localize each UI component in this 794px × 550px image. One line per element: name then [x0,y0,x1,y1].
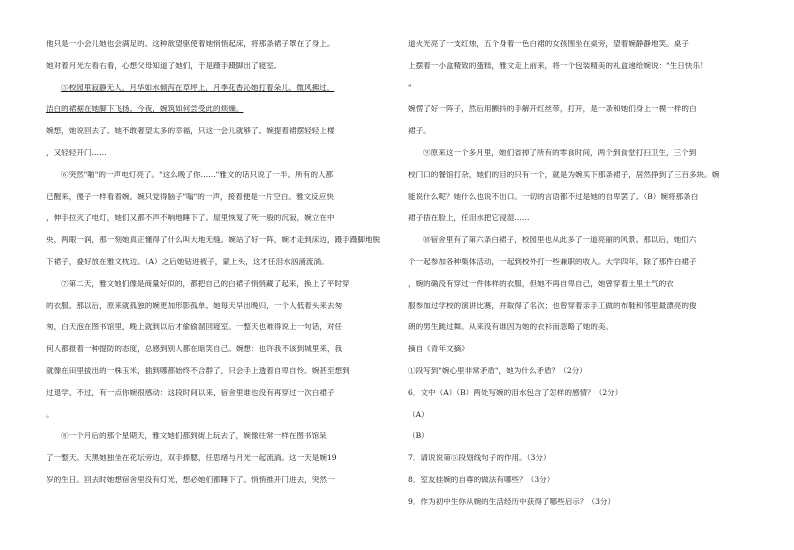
left-column-line: ⑦第二天，雅文她们像是商量好似的，都把自己的白裙子悄悄藏了起来，换上了平时穿 [61,279,350,288]
right-column-line: （A） [408,410,429,419]
right-column-line: ⑨原来这一个多月里，她们省掉了所有的零食时间，两个到食堂打扫卫生，三个到 [423,148,697,157]
left-column-line: 了一整天。天黑她独坐在花坛旁边，双手捧腮，任思绪与月光一起流淌。这一天是婉19 [46,454,337,463]
right-column-line: 7．请说说第⑤段划线句子的作用。（3分） [408,454,551,463]
left-column-line: ⑤校园里寂静无人，月华如水倾泻在草坪上，月季花香沁她打着朵儿，微风拂过， [61,83,335,92]
left-column-line: 何人都报着一种提防的态度，总感到别人都在暗笑自己。婉想：也许我不该到城里来，我 [46,345,343,354]
left-column-line: ⑧一个月后的那个星期天，雅文她们都到街上玩去了，婉像往常一样在图书馆呆 [61,432,327,441]
left-column-line: 匆，白天泡在图书馆里，晚上就到以后才偷偷溜回寝室。一整天也难得说上一句话，对任 [46,323,343,332]
left-column-line: ⑥突然"啪"的一声电灯亮了。"这么晚了你……"雅文的话只说了一半。所有的人都 [61,170,334,179]
right-column-line: 婉愣了好一阵子，然后用颤抖的手解开红丝带，打开，是一条和她们身上一模一样的白 [408,105,697,114]
left-column-line: ，又轻轻开门…… [46,148,107,157]
left-column-line: 婉想，她说回去了。她不敢奢望太多的幸福，只这一会儿就够了。婉提着裙摆轻轻上楼 [46,127,335,136]
right-column-line: 裙子捂在脸上，任泪水把它浸湿…… [408,214,530,223]
right-column-line: 能说什么呢？她什么也说不出口。一切的言语都不过是她的自卑罢了。（B）婉将那条白 [408,192,699,201]
left-column-line: 她对着月光左看右看，心想父母知道了她们，于是蹑手蹑脚出了寝室。 [46,61,282,70]
right-column-line: （B） [408,432,429,441]
right-column-line: ⑩宿舍里有了第六条白裙子，校园里也从此多了一道亮丽的风景。那以后，她们六 [423,236,697,245]
right-column-line: 裙子。 [408,127,431,136]
left-column-line: 的衣服。那以后，原来就孤独的婉更加形影孤单。她每天早出晚归，一个人低着头来去匆 [46,301,343,310]
left-column [46,40,388,498]
left-column-line: 已醒来，傻子一样看着婉。婉只觉得脑子"嗡"的一声，接着便是一片空白。雅文反应快 [46,192,334,201]
right-column-line: 8．室友挂婉的自尊的做法有哪些？（3分） [408,475,555,484]
left-column-line: 过退学。不过，有一点你婉很感动：这段时间以来，宿舍里谁也没有再穿过一次白裙子 [46,388,335,397]
right-column-line: 6．文中（A）（B）两处写婉的泪水包含了怎样的感情？（2分） [408,388,623,397]
left-column-line: 岁的生日。回去时她想宿舍里没有灯光，想必她们都睡下了。悄悄推开门进去，突然一 [46,475,335,484]
right-column-line: 服参加过学校的演讲比赛，并取得了名次；也曾穿着亲手工做的布鞋和邻里最漂亮的俊 [408,301,697,310]
left-column-line: 就像在田里拔出的一株玉米，插到哪都始终不合群了，只会手上透着自卑自怜。婉甚至想到 [46,366,350,375]
left-column-line: 他只是一小会儿她也会满足的。这种欲望驱使着她悄悄起床，将那条裙子罩在了身上。 [46,40,335,48]
left-column-line: 。 [46,410,54,419]
right-column-line: 个一起参加各种集体活动，一起到校外打一些兼职的收入。大学四年，除了那件白裙子 [408,257,697,266]
left-column-line: 央，两眼一润，那一刻她真正懂得了什么叫大地无缝。婉站了好一阵，婉才走到床边，蹑手蹑脚地脱 [46,236,381,245]
right-column-line: 上摆着一小盒精致的蛋糕，雅文走上前来，将一个包装精美的礼盒递给婉说："生日快乐！ [408,61,708,70]
left-column-line: 洁白的裙裾在她脚下飞扬。今夜，婉筑如何尝受此的烦燥。 [46,105,244,114]
right-column-line: 摘自《青年文摘》 [408,345,469,354]
right-column [408,40,748,520]
right-column-line: 道火光亮了一支红烛，五个身着一色白裙的女孩围坐在桌旁，望着婉静静地笑。桌子 [408,40,689,48]
left-column-line: ，伸手拉灭了电灯，她们又都不声不响地睡下了。屋里恢复了死一般的沉寂，婉立在中 [46,214,335,223]
right-column-line: 校门口的餐馆打杂，她们的目的只有一个，就是为婉买下那条裙子，居然挣到了三百多块。婉 [408,170,720,179]
right-column-line: 9．作为初中生你从婉的生活经历中获得了哪些启示？（3分） [408,497,616,506]
right-column-line: " [408,83,412,92]
right-column-line: ，婉的确没有穿过一件体样的衣服，但她不再自卑自己，她曾穿着土里土气的衣 [408,279,674,288]
right-column-line: ①段写到"婉心里非常矛盾"，她为什么矛盾？（2分） [408,366,587,375]
left-column-line: 下裙子，叠好放在雅文枕边。（A）之后她钻进被子，蒙上头，这才任泪水汹涌流淌。 [46,257,329,266]
right-column-line: 朗的男生跳过舞。从来没有谁因为她的衣衫而忽略了她的美。 [408,323,614,332]
